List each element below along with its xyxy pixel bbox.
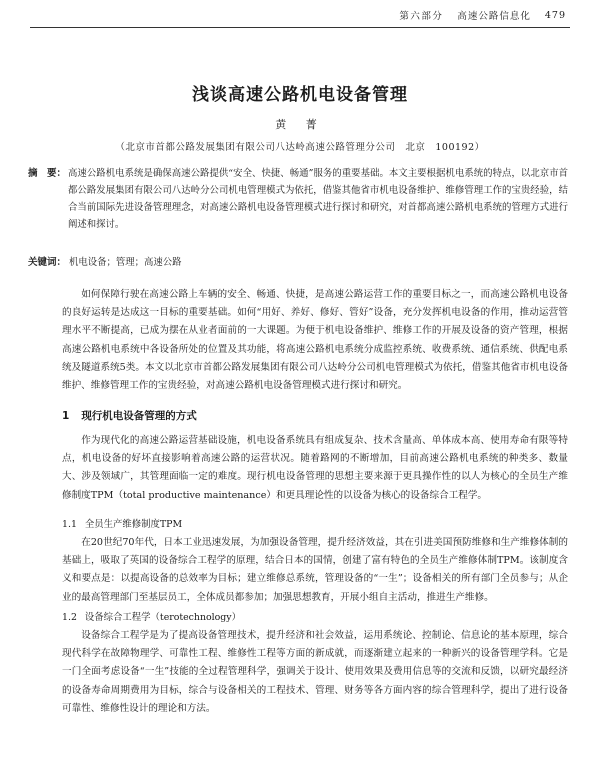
intro-section [62,286,568,395]
intro-paragraph: 如何保障行驶在高速公路上车辆的安全、畅通、快捷，是高速公路运营工作的重要目标之一，而高速公路机电设备的良好运转是达成这一目标的重要基础。如何“用好、养好、修好、管好”设备，充分发挥机电设备的作用，推动运营管理水平不断提高，已成为摆在从业者面前的一大课题。为便于机电设备维护、维修工作的开展及设备的资产管理，根据高速公路机电系统中各设备所处的位置及其功能，将高速公路机电系统分成监控系统、收费系统、通信系统、供配电系统及隧道系统5类。本文以北京市首都公路发展集团有限公司八达岭分公司机电管理模式为依托，借鉴其他省市机电设备维护、维修管理工作的宝贵经验，对高速公路机电设备管理模式进行探讨和研究。 [62,289,568,392]
paper-author: 黄 菁 [275,118,325,131]
section1-body [62,432,568,505]
subsection-heading-1-2 [62,609,241,623]
keywords-text: 机电设备；管理；高速公路 [69,257,182,268]
subsection-heading-1-1 [62,516,182,530]
subsection-number: 1.1 [62,519,77,530]
subsection1-paragraph: 在20世纪70年代，日本工业迅速发展，为加强设备管理，提升经济效益，其在引进美国预防维修和生产维修体制的基础上，吸取了英国的设备综合工程学的原理，结合日本的国情，创建了富有特色的全员生产维修体制TPM。该制度含义和要点是：以提高设备的总效率为目标；建立维修总系统，管理设备的“一生”；设备相关的所有部门全员参与；从企业的最高管理部门至基层员工，全体成员都参加；加强思想教育，开展小组自主活动，推进生产维修。 [62,537,568,603]
section-title: 现行机电设备管理的方式 [81,410,197,422]
section1-paragraph: 作为现代化的高速公路运营基础设施，机电设备系统具有组成复杂、技术含量高、单体成本高、使用寿命有限等特点，机电设备的好坏直接影响着高速公路的运营状况。随着路网的不断增加，目前高速公路机电系统的种类多、数量大、涉及领域广，其管理面临一定的难度。现行机电设备管理的思想主要来源于更具操作性的以人为核心的全员生产维修制度TPM（total productive maintenance）和更具理论性的以设备为核心的设备综合工程学。 [62,435,568,501]
paper-affiliation: （北京市首都公路发展集团有限公司八达岭高速公路管理分公司 北京 100192） [115,142,485,153]
paper-title: 浅谈高速公路机电设备管理 [192,85,408,105]
running-header [399,8,566,22]
header-category: 高速公路信息化 [457,11,531,22]
subsection-title: 全员生产维修制度TPM [84,519,183,530]
header-rule [30,27,570,28]
page-number: 479 [544,9,566,21]
subsection1-body [62,534,568,607]
keywords-block [28,254,568,271]
keywords-label: 关键词： [28,257,67,268]
subsection2-paragraph: 设备综合工程学是为了提高设备管理技术，提升经济和社会效益，运用系统论、控制论、信息论的基本原理，综合现代科学在故障物理学、可靠性工程、维修性工程等方面的新成就，而逐渐建立起来的一种新兴的设备管理学科。它是一门全面考虑设备“一生”技能的全过程管理科学，强调关于设计、使用效果及费用信息等的交流和反馈，以研究最经济的设备寿命周期费用为目标，综合与设备相关的工程技术、管理、财务等各方面内容的综合管理科学，提出了进行设备可靠性、维修性设计的理论和方法。 [62,630,568,714]
subsection2-body [62,627,568,718]
abstract-text: 高速公路机电系统是确保高速公路提供“安全、快捷、畅通”服务的重要基础。本文主要根据机电系统的特点，以北京市首都公路发展集团有限公司八达岭分公司机电管理模式为依托，借鉴其他省市机电设备维护、维修管理工作的宝贵经验，结合当前国际先进设备管理理念，对高速公路机电设备管理模式进行探讨和研究，对首都高速公路机电系统的管理方式进行阐述和探讨。 [68,168,568,230]
header-section: 第六部分 [399,11,444,22]
section-heading-1 [62,408,197,423]
abstract-block [28,165,568,233]
subsection-number: 1.2 [62,612,77,623]
subsection-title: 设备综合工程学（terotechnology） [84,612,241,623]
abstract-label: 摘 要： [28,168,67,179]
section-number: 1 [62,410,70,422]
